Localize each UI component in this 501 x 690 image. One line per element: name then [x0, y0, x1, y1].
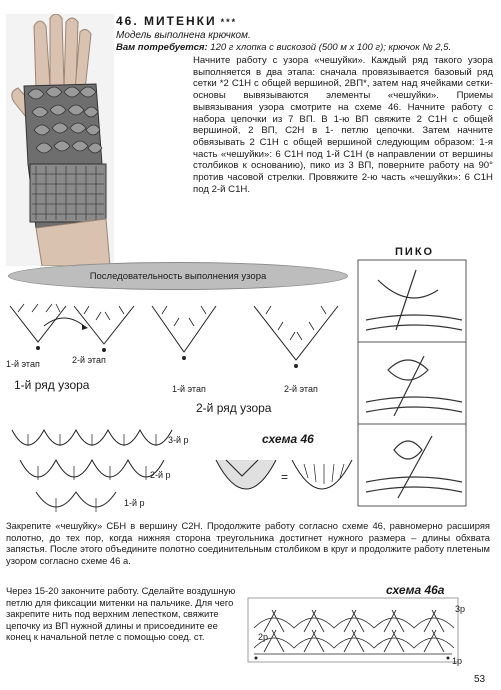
s46a-row1: 1р — [452, 656, 463, 666]
row1-label: 1-й ряд узора — [14, 378, 90, 392]
difficulty-stars: *** — [220, 17, 238, 27]
scheme46a-title: схема 46а — [386, 583, 445, 597]
stage1-label-b: 1-й этап — [172, 384, 206, 394]
equals-sign: = — [281, 470, 289, 484]
stage2-label-a: 2-й этап — [72, 355, 106, 365]
sequence-banner-text: Последовательность выполнения узора — [89, 270, 267, 282]
mitten-photo — [6, 14, 114, 266]
title-text: 46. МИТЕНКИ — [116, 14, 217, 28]
article-title — [116, 14, 237, 28]
row2-marker: 2-й р — [150, 470, 171, 480]
instructions-paragraph: Закрепите «чешуйку» СБН в вершину С2Н. Продолжите работу согласно схеме 46, равномерно расширяя полотно, до тех пор, когда нижняя сторона треугольника достигнет нужного размера – длины обхвата запястья. После этого объедините полотно соединительным столбиком в круг и продолжите работу плетеным узором согласно схеме 46 а. — [6, 520, 490, 566]
stage2-label-b: 2-й этап — [284, 384, 318, 394]
s46a-row2: 2р — [258, 632, 269, 642]
s46a-row3: 3р — [455, 604, 466, 614]
scale-equivalence-diagram — [212, 452, 352, 516]
scheme46-title: схема 46 — [262, 432, 314, 446]
stage1-label-a: 1-й этап — [6, 359, 40, 369]
piko-illustrations — [358, 260, 498, 520]
piko-title: ПИКО — [395, 246, 435, 258]
finishing-paragraph: Через 15-20 закончите работу. Сделайте воздушную петлю для фиксации митенки на пальчике. Для чего закрепите нить под верхним лепестком, свяжите цепочку из ВП нужной длины и присоедините ее конец к начальной петле с помощью соед. ст. — [6, 585, 236, 643]
materials-text: 120 г хлопка с вискозой (500 м х 100 г); крючок № 2,5. — [210, 42, 452, 53]
intro-paragraph: Начните работу с узора «чешуйки». Каждый ряд такого узора выполняется в два этапа: сначала провязывается базовый ряд сетки *2 С1Н с общей вершиной, 2ВП*, затем над ячейками сетки-основы вывязываются элементы «чешуйки». Приемы вывязывания узора смотрите на схеме 46. Начните работу с набора цепочки из 7 ВП. В 1-ю ВП свяжите 2 С1Н с общей вершиной, 2 ВП, С2Н в 1- петлю цепочки. Затем начните обвязывать 2 С1Н с общей вершиной следующим образом: 1-я часть «чешуйки»: 6 С1Н под 1-й С1Н (в направлении от вершины столбиков к основанию), пико из 3 ВП, поверните работу на 90° против часовой стрелки. Провяжите 2-ю часть «чешуйки»: 6 С1Н под 2-й С1Н. — [193, 55, 493, 195]
article-subtitle: Модель выполнена крючком. — [116, 30, 251, 41]
braid-pattern-diagram — [248, 598, 468, 670]
materials-label: Вам потребуется: — [116, 42, 208, 53]
row1-marker: 1-й р — [124, 498, 145, 508]
sequence-banner — [8, 262, 348, 290]
materials-line — [116, 42, 494, 54]
page-number: 53 — [474, 674, 486, 685]
mitten-illustration — [6, 14, 114, 266]
row3-marker: 3-й р — [168, 435, 189, 445]
row2-label: 2-й ряд узора — [196, 401, 272, 415]
